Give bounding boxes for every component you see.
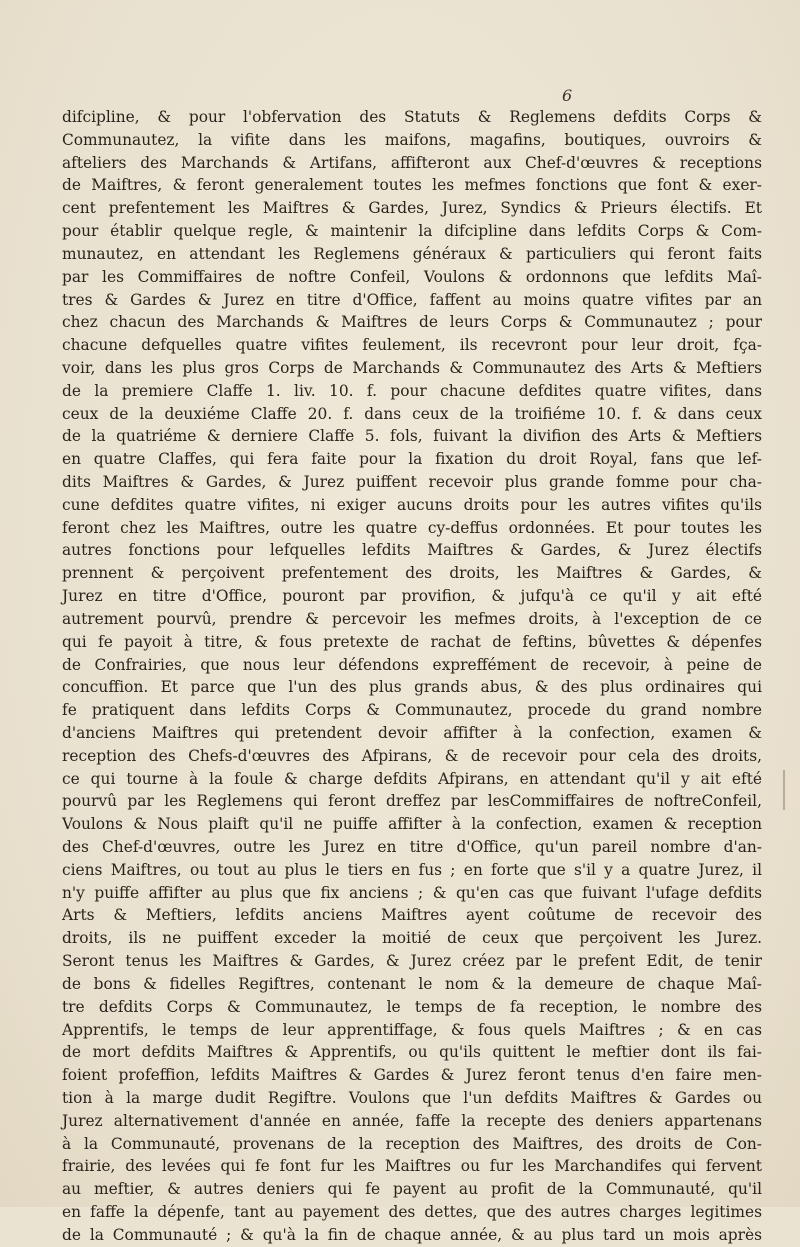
text-line: des Chef-d'œuvres, outre les Jurez en titre d'Office, qu'un pareil nombre d'an- <box>62 838 762 856</box>
text-line: cune defdites quatre vifites, ni exiger aucuns droits pour les autres vifites qu'ils <box>62 495 762 514</box>
text-line: chez chacun des Marchands & Maiftres de leurs Corps & Communautez ; pour <box>62 313 762 332</box>
text-line: cent prefentement les Maiftres & Gardes, Jurez, Syndics & Prieurs électifs. Et <box>62 199 762 218</box>
text-line: Apprentifs, le temps de leur apprentiffage, & fous quels Maiftres ; & en cas <box>62 1020 762 1039</box>
text-line: voir, dans les plus gros Corps de Marchands & Communautez des Arts & Meftiers <box>62 358 762 377</box>
text-line: Arts & Meftiers, lefdits anciens Maiftres ayent coûtume de recevoir des <box>62 906 762 925</box>
text-line: de Confrairies, que nous leur défendons expreffément de recevoir, à peine de <box>62 655 762 674</box>
text-line: Jurez en titre d'Office, pouront par provifion, & jufqu'à ce qu'il y ait efté <box>62 587 762 606</box>
text-line: par les Commiffaires de noftre Confeil, Voulons & ordonnons que lefdits Maî- <box>62 267 762 286</box>
text-line: tres & Gardes & Jurez en titre d'Office, faffent au moins quatre vifites par an <box>62 290 762 309</box>
text-line: en quatre Claffes, qui fera faite pour la fixation du droit Royal, fans que lef- <box>62 450 762 469</box>
text-line: ciens Maiftres, ou tout au plus le tiers en fus ; en forte que s'il y a quatre Jurez, il <box>62 860 762 879</box>
text-line: de la quatriéme & derniere Claffe 5. fols, fuivant la divifion des Arts & Meftiers <box>62 427 762 446</box>
text-line: foient profeffion, lefdits Maiftres & Gardes & Jurez feront tenus d'en faire men- <box>62 1066 762 1085</box>
text-line: de la premiere Claffe 1. liv. 10. f. pour chacune defdites quatre vifites, dans <box>62 381 762 400</box>
text-line: droits, ils ne puiffent exceder la moitié de ceux que perçoivent les Jurez. <box>62 929 762 948</box>
text-line: autrement pourvû, prendre & percevoir les mefmes droits, à l'exception de ce <box>62 609 762 628</box>
text-line: au meftier, & autres deniers qui fe payent au profit de la Communauté, qu'il <box>62 1180 762 1199</box>
text-line: concuffion. Et parce que l'un des plus grands abus, & des plus ordinaires qui <box>62 678 762 697</box>
text-line: pourvû par les Reglemens qui feront dreffez par lesCommiffaires de noftreConfeil, <box>62 792 762 811</box>
text-line: n'y puiffe affifter au plus que fix anciens ; & qu'en cas que fuivant l'ufage defdits <box>62 883 762 902</box>
text-line: de Maiftres, & feront generalement toutes les mefmes fonctions que font & exer- <box>62 176 762 195</box>
text-line: Jurez alternativement d'année en année, faffe la recepte des deniers appartenans <box>62 1111 762 1130</box>
body-text <box>62 106 762 1247</box>
text-line: d'anciens Maiftres qui pretendent devoir affifter à la confection, examen & <box>62 723 762 742</box>
text-line: prennent & perçoivent prefentement des droits, les Maiftres & Gardes, & <box>62 564 762 583</box>
text-line: qui fe payoit à titre, & fous pretexte de rachat de feftins, bûvettes & dépenfes <box>62 632 762 651</box>
text-line: reception des Chefs-d'œuvres des Afpirans, & de recevoir pour cela des droits, <box>62 746 762 765</box>
text-line: Seront tenus les Maiftres & Gardes, & Jurez créez par le prefent Edit, de tenir <box>62 952 762 971</box>
text-line: pour établir quelque regle, & maintenir la difcipline dans lefdits Corps & Com- <box>62 222 762 241</box>
text-line: munautez, en attendant les Reglemens généraux & particuliers qui feront faits <box>62 244 762 263</box>
page-number: 6 <box>562 86 573 105</box>
text-line: Voulons & Nous plaift qu'il ne puiffe affifter à la confection, examen & reception <box>62 815 762 834</box>
text-line: chacune defquelles quatre vifites feulement, ils recevront pour leur droit, fça- <box>62 336 762 355</box>
text-line: autres fonctions pour lefquelles lefdits Maiftres & Gardes, & Jurez électifs <box>62 541 762 560</box>
text-line: afteliers des Marchands & Artifans, affifteront aux Chef-d'œuvres & receptions <box>62 153 762 172</box>
margin-mark <box>783 770 785 810</box>
text-line: ce qui tourne à la foule & charge defdits Afpirans, en attendant qu'il y ait efté <box>62 769 762 788</box>
text-line: de la Communauté ; & qu'à la fin de chaque année, & au plus tard un mois après <box>62 1225 762 1244</box>
text-line: en faffe la dépenfe, tant au payement des dettes, que des autres charges legitimes <box>62 1203 762 1221</box>
text-line: fe pratiquent dans lefdits Corps & Communautez, procede du grand nombre <box>62 701 762 720</box>
text-line: dits Maiftres & Gardes, & Jurez puiffent recevoir plus grande fomme pour cha- <box>62 473 762 491</box>
text-line: difcipline, & pour l'obfervation des Statuts & Reglemens defdits Corps & <box>62 108 762 126</box>
text-line: Communautez, la vifite dans les maifons, magafins, boutiques, ouvroirs & <box>62 130 762 149</box>
text-line: de mort defdits Maiftres & Apprentifs, ou qu'ils quittent le meftier dont ils fai- <box>62 1043 762 1062</box>
text-line: frairie, des levées qui fe font fur les Maiftres ou fur les Marchandifes qui fervent <box>62 1157 762 1176</box>
text-line: tion à la marge dudit Regiftre. Voulons que l'un defdits Maiftres & Gardes ou <box>62 1088 762 1107</box>
text-line: de bons & fidelles Regiftres, contenant le nom & la demeure de chaque Maî- <box>62 974 762 993</box>
text-line: tre defdits Corps & Communautez, le temps de fa reception, le nombre des <box>62 997 762 1016</box>
text-line: feront chez les Maiftres, outre les quatre cy-deffus ordonnées. Et pour toutes les <box>62 518 762 537</box>
text-line: ceux de la deuxiéme Claffe 20. f. dans ceux de la troifiéme 10. f. & dans ceux <box>62 404 762 423</box>
text-line: à la Communauté, provenans de la reception des Maiftres, des droits de Con- <box>62 1134 762 1153</box>
